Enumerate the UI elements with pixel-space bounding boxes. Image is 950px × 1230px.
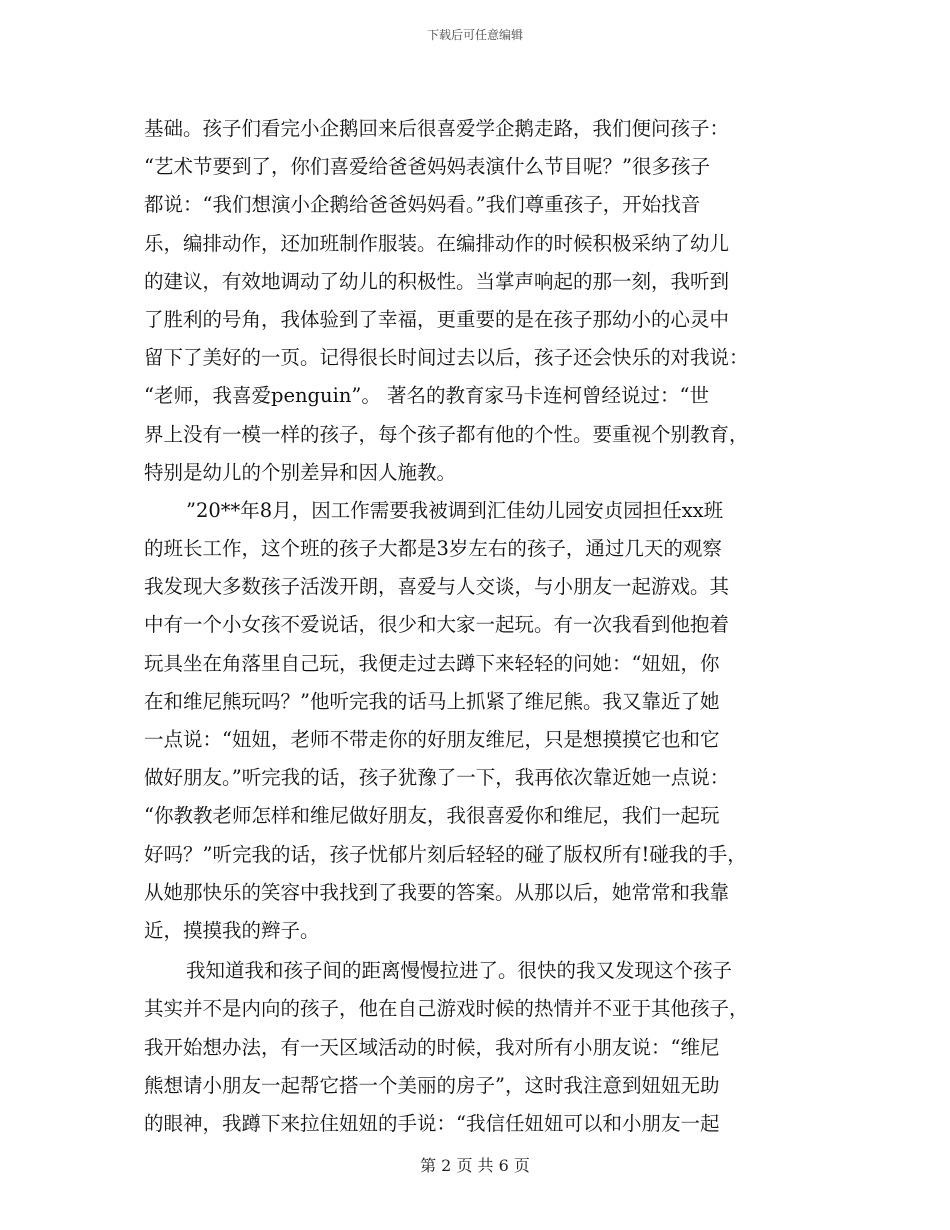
- text-line: 特别是幼儿的个别差异和因人施教。: [144, 460, 457, 484]
- text-line: 的眼神，我蹲下来拉住妞妞的手说：“我信任妞妞可以和小朋友一起: [144, 1111, 720, 1135]
- text-line: 我发现大多数孩子活泼开朗，喜爱与人交谈，与小朋友一起游戏。其: [144, 575, 730, 599]
- text-line: 乐，编排动作，还加班制作服装。在编排动作的时候积极采纳了幼儿: [144, 231, 730, 255]
- text-line: 近，摸摸我的辫子。: [144, 918, 320, 942]
- paragraph-start-line: ”20**年8月，因工作需要我被调到汇佳幼儿园安贞园担任xx班: [186, 498, 724, 522]
- text-line: 了胜利的号角，我体验到了幸福，更重要的是在孩子那幼小的心灵中: [144, 307, 730, 331]
- text-line: 我开始想办法，有一天区域活动的时候，我对所有小朋友说：“维尼: [144, 1035, 720, 1059]
- body-text: [144, 110, 824, 1143]
- text-line: 从她那快乐的笑容中我找到了我要的答案。从那以后，她常常和我靠: [144, 880, 730, 904]
- text-line: “老师，我喜爱penguin”。 著名的教育家马卡连柯曾经说过：“世: [144, 384, 710, 408]
- text-line: 在和维尼熊玩吗？”他听完我的话马上抓紧了维尼熊。我又靠近了她: [144, 689, 720, 713]
- text-line: 界上没有一模一样的孩子，每个孩子都有他的个性。要重视个别教育，: [144, 422, 749, 446]
- text-line: 做好朋友。”听完我的话，孩子犹豫了一下，我再依次靠近她一点说：: [144, 766, 730, 790]
- text-line: “你教教老师怎样和维尼做好朋友，我很喜爱你和维尼，我们一起玩: [144, 804, 720, 828]
- text-line: 一点说：“妞妞，老师不带走你的好朋友维尼，只是想摸摸它也和它: [144, 728, 720, 751]
- text-line: 其实并不是内向的孩子，他在自己游戏时候的热情并不亚于其他孩子，: [144, 997, 749, 1021]
- paragraph-start-line: 我知道我和孩子间的距离慢慢拉进了。很快的我又发现这个孩子: [186, 959, 733, 983]
- text-line: 玩具坐在角落里自己玩，我便走过去蹲下来轻轻的问她：“妞妞，你: [144, 651, 720, 675]
- text-line: 都说：“我们想演小企鹅给爸爸妈妈看。”我们尊重孩子，开始找音: [144, 193, 701, 217]
- text-line: 的班长工作，这个班的孩子大都是3岁左右的孩子，通过几天的观察: [144, 537, 722, 561]
- page-number: 第 2 页 共 6 页: [420, 1156, 530, 1175]
- text-line: 熊想请小朋友一起帮它搭一个美丽的房子”，这时我注意到妞妞无助: [144, 1073, 720, 1097]
- text-line: 基础。孩子们看完小企鹅回来后很喜爱学企鹅走路，我们便问孩子：: [144, 117, 730, 140]
- text-line: 留下了美好的一页。记得很长时间过去以后，孩子还会快乐的对我说：: [144, 346, 749, 370]
- text-line: 的建议，有效地调动了幼儿的积极性。当掌声响起的那一刻，我听到: [144, 269, 730, 293]
- text-line: 好吗？”听完我的话，孩子忧郁片刻后轻轻的碰了版权所有!碰我的手，: [144, 842, 747, 866]
- text-line: “艺术节要到了，你们喜爱给爸爸妈妈表演什么节目呢？”很多孩子: [144, 155, 710, 179]
- page-header: 下载后可任意编辑: [426, 28, 523, 42]
- text-line: 中有一个小女孩不爱说话，很少和大家一起玩。有一次我看到他抱着: [144, 613, 730, 637]
